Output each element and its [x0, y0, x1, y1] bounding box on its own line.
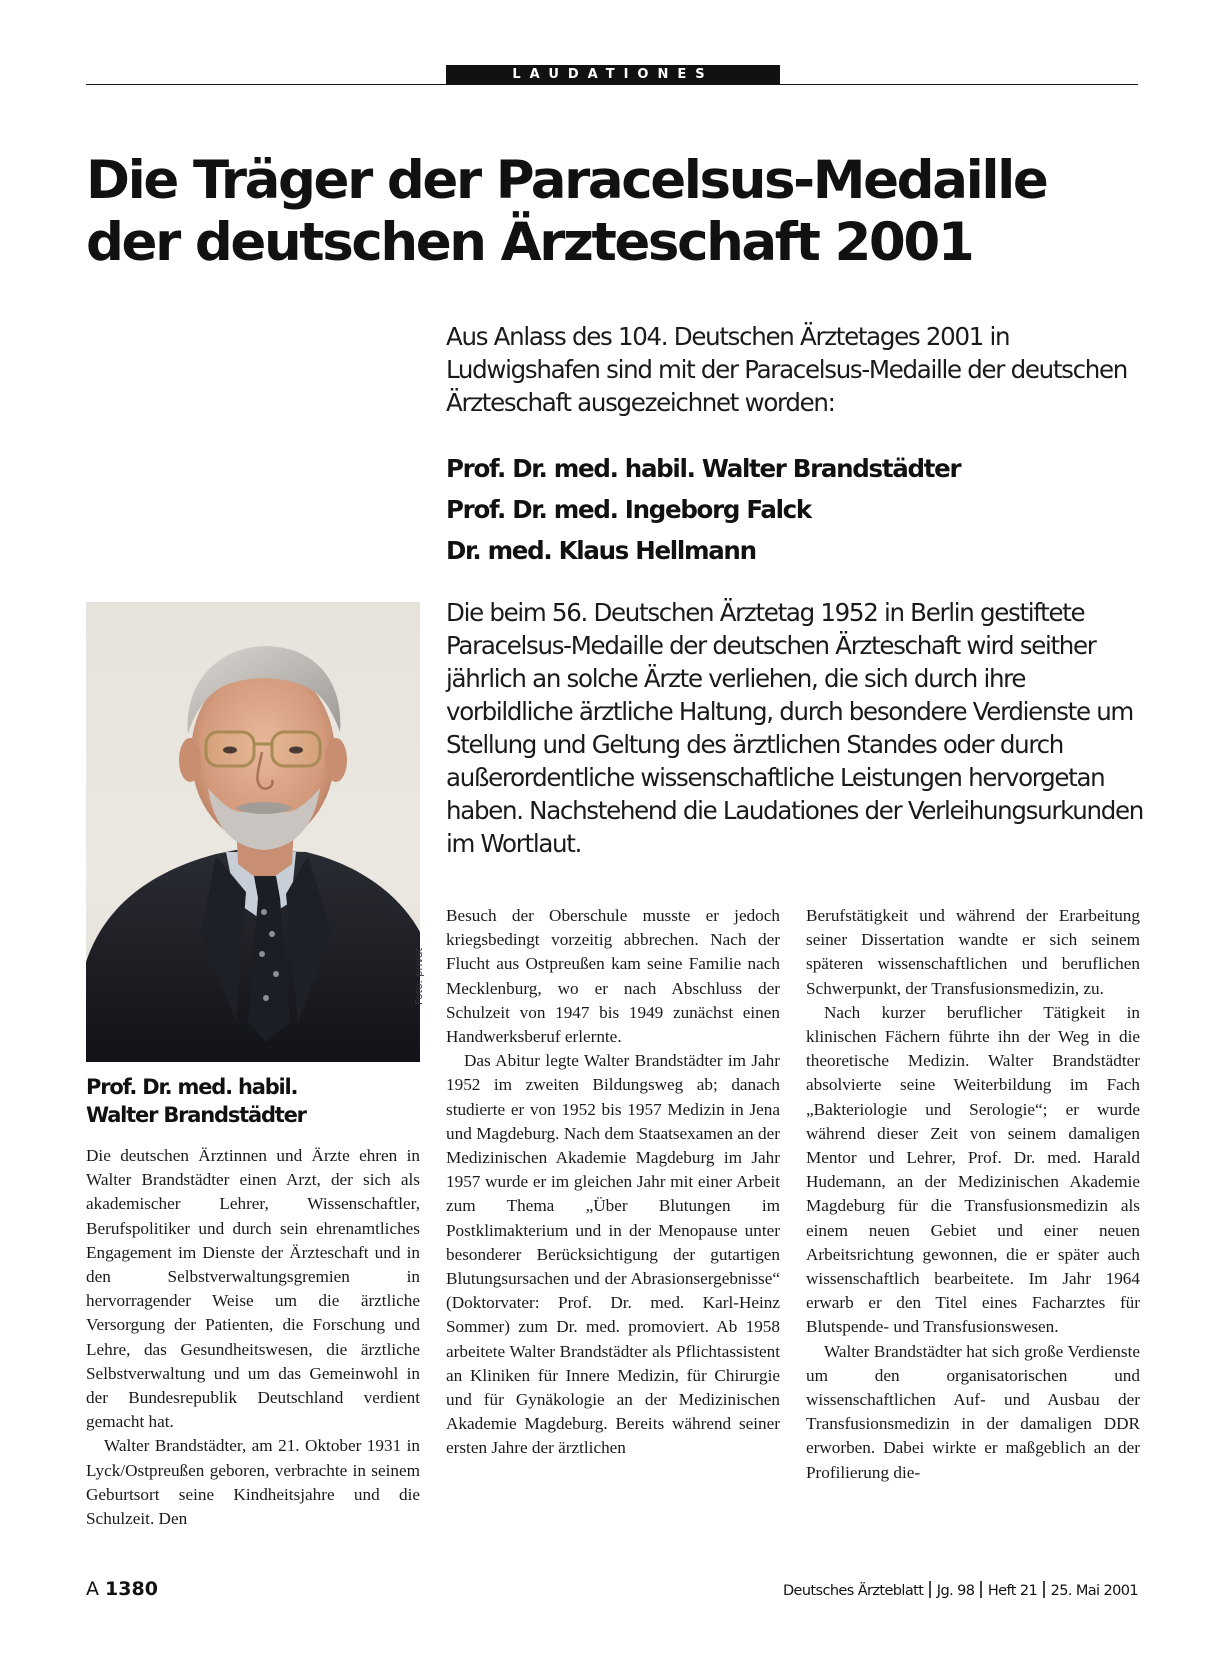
folio-prefix: A — [86, 1578, 99, 1600]
body-column-1 — [86, 1144, 420, 1531]
section-label: LAUDATIONES — [446, 65, 780, 85]
journal-issue: Heft 21 — [987, 1583, 1038, 1599]
footer-separator — [980, 1581, 982, 1598]
portrait-photo — [86, 602, 420, 1062]
caption-line-1: Prof. Dr. med. habil. — [86, 1075, 298, 1099]
journal-name: Deutsches Ärzteblatt — [782, 1583, 924, 1599]
intro-lede: Aus Anlass des 104. Deutschen Ärztetages 2001 in Ludwigshafen sind mit der Paracelsus-Medaille der deutschen Ärzteschaft ausgezeichnet worden: — [446, 322, 1127, 417]
caption-line-2: Walter Brandstädter — [86, 1103, 306, 1127]
page-folio — [86, 1578, 158, 1600]
body-paragraph: Besuch der Oberschule musste er jedoch kriegsbedingt vorzeitig abbrechen. Nach der Flucht aus Ostpreußen kam seine Familie nach Mecklenburg, wo er nach Abschluss der Schulzeit von 1947 bis 1949 zunächst einen Handwerksberuf erlernte. — [446, 906, 780, 1047]
honoree-item: Dr. med. Klaus Hellmann — [446, 536, 756, 565]
body-paragraph: Berufstätigkeit und während der Erarbeitung seiner Dissertation wandte er sich seinem späteren wissenschaftlichen und beruflichen Schwerpunkt, der Transfusionsmedizin, zu. — [806, 906, 1140, 998]
body-column-3 — [806, 904, 1140, 1485]
title-line-1: Die Träger der Paracelsus-Medaille — [86, 150, 1047, 211]
page-number: 1380 — [105, 1578, 158, 1600]
body-paragraph: Walter Brandstädter, am 21. Oktober 1931 in Lyck/Ostpreußen geboren, verbrachte in seinem Geburtsort seine Kindheitsjahre und die Schulzeit. Den — [86, 1436, 420, 1529]
body-paragraph: Nach kurzer beruflicher Tätigkeit in klinischen Fächern führte ihn der Weg in die theoretische Medizin. Walter Brandstädter absolvierte seine Weiterbildung im Fach „Bakteriologie und Serologie“; er wurde während dieser Zeit von seinem damaligen Mentor und Lehrer, Prof. Dr. med. Harald Hudemann, an der Medizinischen Akademie Magdeburg für die Transfusionsmedizin als einem neuen Gebiet und einer neuen Arbeitsrichtung gewonnen, die er später auch wissenschaftlich bearbeitete. Im Jahr 1964 erwarb er den Titel eines Facharztes für Blutspende- und Transfusionswesen. — [806, 1002, 1140, 1337]
honoree-list — [446, 448, 1146, 571]
journal-footer — [783, 1581, 1138, 1599]
honoree-item: Prof. Dr. med. Ingeborg Falck — [446, 495, 811, 524]
footer-separator — [1043, 1581, 1045, 1598]
body-paragraph: Die deutschen Ärztinnen und Ärzte ehren in Walter Brandstädter einen Arzt, der sich als akademischer Lehrer, Wissenschaftler, Berufspolitiker und durch sein ehrenamtliches Engagement im Dienste der Ärzteschaft und in den Selbstverwaltungsgremien in hervorragender Weise um die ärztliche Versorgung der Patienten, die Forschung und Lehre, das Gesundheitswesen, die ärztliche Selbstverwaltung und um das Gemeinwohl in der Bundesrepublik Deutschland verdient gemacht hat. — [86, 1146, 420, 1432]
body-column-2 — [446, 904, 780, 1461]
journal-volume: Jg. 98 — [936, 1583, 975, 1599]
body-paragraph: Das Abitur legte Walter Brandstädter im Jahr 1952 im zweiten Bildungsweg ab; danach studierte er von 1952 bis 1957 Medizin in Jena und Magdeburg. Nach dem Staatsexamen an der Medizinischen Akademie Magdeburg im Jahr 1957 wurde er im gleichen Jahr mit einer Arbeit zum Thema „Über Blutungen im Postklimakterium und in der Menopause unter besonderer Berücksichtigung der gutartigen Blutungsursachen und der Abrasionsergebnisse“ (Doktorvater: Prof. Dr. med. Karl-Heinz Sommer) zum Dr. med. promoviert. Ab 1958 arbeitete Walter Brandstädter als Pflichtassistent an Kliniken für Innere Medizin, für Chirurgie und für Gynäkologie an der Medizinischen Akademie Magdeburg. Bereits während seiner ersten Jahre der ärztlichen — [446, 1051, 780, 1458]
photo-credit: Foto: privat — [414, 947, 425, 1005]
article-title — [86, 150, 1146, 274]
journal-date: 25. Mai 2001 — [1050, 1583, 1138, 1599]
body-paragraph: Walter Brandstädter hat sich große Verdienste um den organisatorischen und wissenschaftlichen Auf- und Ausbau der Transfusionsmedizin in der damaligen DDR erworben. Dabei wirkte er maßgeblich an der Profilierung die- — [806, 1341, 1140, 1482]
photo-caption — [86, 1073, 420, 1129]
intro-paragraph: Die beim 56. Deutschen Ärztetag 1952 in Berlin gestiftete Paracelsus-Medaille der deutschen Ärzteschaft wird seither jährlich an solche Ärzte verliehen, die sich durch ihre vorbildliche ärztliche Haltung, durch besondere Verdienste um Stellung und Geltung des ärztlichen Standes oder durch außerordentliche wissenschaftliche Leistungen hervorgetan haben. Nachstehend die Laudationes der Verleihungsurkunden im Wortlaut. — [446, 598, 1143, 858]
honoree-item: Prof. Dr. med. habil. Walter Brandstädter — [446, 454, 961, 483]
title-line-2: der deutschen Ärzteschaft 2001 — [86, 212, 973, 273]
footer-separator — [929, 1581, 931, 1598]
